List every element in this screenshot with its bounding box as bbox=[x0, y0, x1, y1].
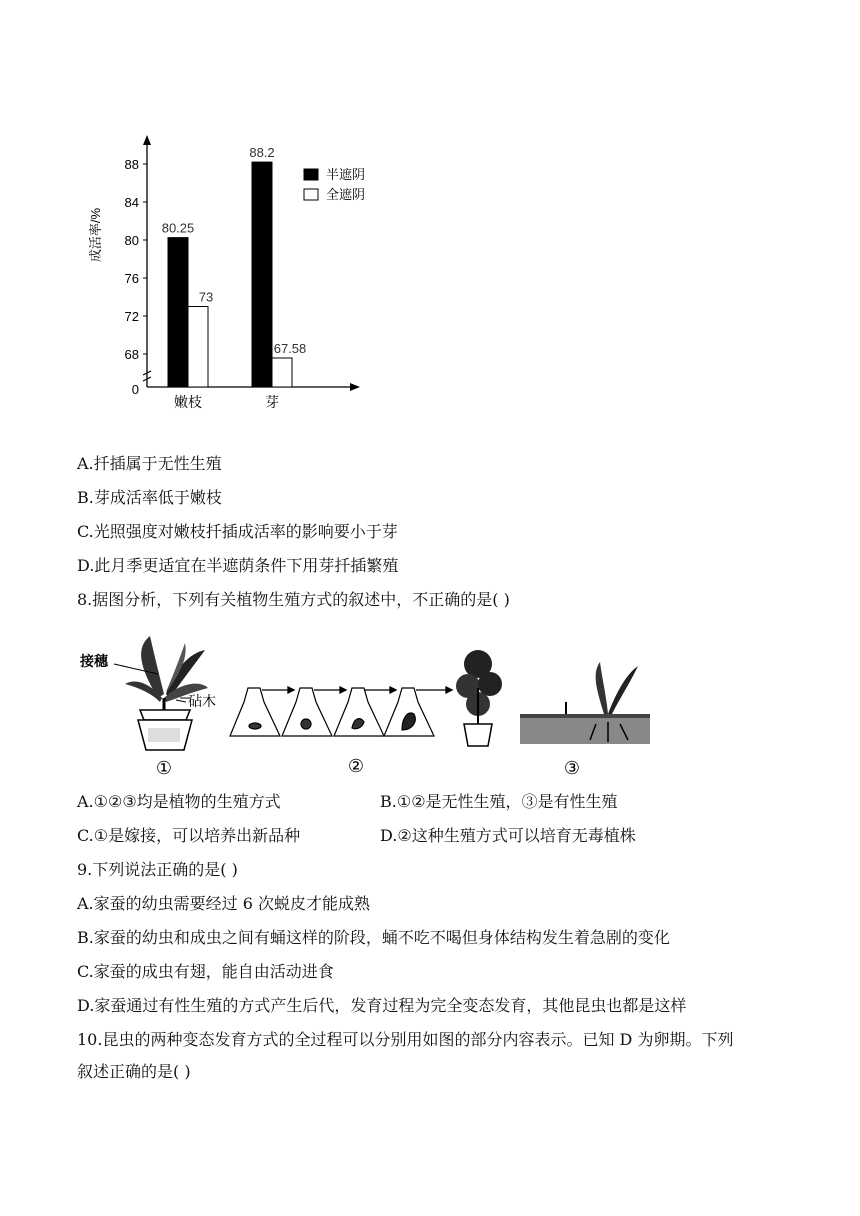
legend-swatch bbox=[304, 189, 318, 200]
bar-half-shade bbox=[168, 238, 188, 387]
q9-option-a: A.家蚕的幼虫需要经过 6 次蜕皮才能成熟 bbox=[77, 894, 370, 913]
bar-half-shade bbox=[252, 162, 272, 387]
scion-label: 接穗 bbox=[80, 653, 108, 669]
figure-number-3: ③ bbox=[563, 758, 581, 778]
stock-label: 砧木 bbox=[188, 693, 216, 709]
stock-pointer bbox=[176, 700, 186, 702]
figure-number-1: ① bbox=[155, 758, 173, 778]
q9-option-c: C.家蚕的成虫有翅，能自由活动进食 bbox=[77, 962, 334, 981]
q7-option-c: C.光照强度对嫩枝扦插成活率的影响要小于芽 bbox=[77, 522, 398, 541]
bar-value-label: 73 bbox=[198, 289, 214, 305]
q8-option-b: B.①②是无性生殖，③是有性生殖 bbox=[380, 792, 618, 811]
q8-stem: 8.据图分析，下列有关植物生殖方式的叙述中，不正确的是( ) bbox=[77, 590, 510, 609]
q9-stem: 9.下列说法正确的是( ) bbox=[77, 860, 238, 879]
q7-option-b: B.芽成活率低于嫩枝 bbox=[77, 488, 222, 507]
potted-seedling-illustration bbox=[456, 650, 502, 746]
q10-stem-line1: 10.昆虫的两种变态发育方式的全过程可以分别用如图的部分内容表示。已知 D 为卵期。下列 bbox=[77, 1030, 734, 1049]
y-tick-label: 72 bbox=[124, 309, 139, 324]
y-tick-label: 84 bbox=[124, 195, 139, 210]
x-axis-arrow bbox=[350, 383, 360, 391]
chart-svg bbox=[80, 125, 400, 425]
x-category-label: 芽 bbox=[265, 394, 279, 410]
bar-value-label: 88.2 bbox=[249, 145, 275, 161]
y-axis-label: 成活率/% bbox=[88, 207, 103, 263]
y-axis-arrow bbox=[143, 135, 151, 145]
y-tick-label: 80 bbox=[124, 233, 139, 248]
survival-rate-chart bbox=[80, 125, 400, 425]
y-tick-label: 76 bbox=[124, 271, 139, 286]
q7-option-a: A.扦插属于无性生殖 bbox=[77, 454, 222, 473]
legend-label: 半遮阴 bbox=[326, 167, 366, 182]
germinating-plant-illustration bbox=[520, 662, 650, 744]
x-category-label: 嫩枝 bbox=[174, 394, 202, 410]
legend-swatch bbox=[304, 169, 318, 180]
q10-stem-line2: 叙述正确的是( ) bbox=[77, 1062, 191, 1081]
bar-value-label: 67.58 bbox=[273, 340, 307, 356]
q9-option-b: B.家蚕的幼虫和成虫之间有蛹这样的阶段，蛹不吃不喝但身体结构发生着急剧的变化 bbox=[77, 928, 670, 947]
plant-reproduction-figure bbox=[80, 628, 660, 786]
legend-label: 全遮阴 bbox=[326, 187, 366, 202]
figure-svg bbox=[80, 628, 660, 786]
q8-option-c: C.①是嫁接，可以培养出新品种 bbox=[77, 826, 301, 845]
y-tick-label: 68 bbox=[124, 347, 139, 362]
q8-option-a: A.①②③均是植物的生殖方式 bbox=[77, 792, 281, 811]
y-tick-label: 0 bbox=[131, 382, 139, 397]
figure-number-2: ② bbox=[347, 756, 365, 776]
q8-option-d: D.②这种生殖方式可以培育无毒植株 bbox=[380, 826, 636, 845]
tissue-culture-flasks bbox=[230, 688, 434, 736]
bar-value-label: 80.25 bbox=[161, 220, 195, 236]
q7-option-d: D.此月季更适宜在半遮荫条件下用芽扦插繁殖 bbox=[77, 556, 399, 575]
y-tick-label: 88 bbox=[124, 157, 139, 172]
q9-option-d: D.家蚕通过有性生殖的方式产生后代，发育过程为完全变态发育，其他昆虫也都是这样 bbox=[77, 996, 687, 1015]
bar-full-shade bbox=[188, 307, 208, 388]
bar-full-shade bbox=[272, 358, 292, 387]
